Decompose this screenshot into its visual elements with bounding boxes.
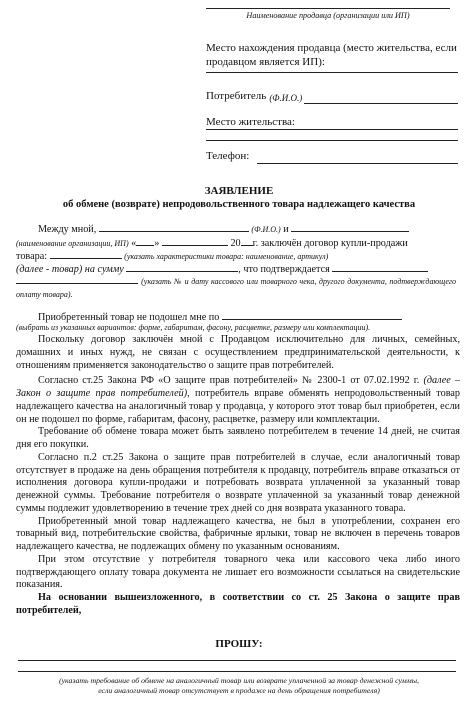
goods-hint: (указать характеристики товара: наименование, артикул) (124, 252, 329, 261)
request-line-2[interactable] (18, 671, 456, 672)
doc-subtitle: об обмене (возврате) непродовольственного товара надлежащего качества (62, 199, 416, 210)
and-text: и (283, 224, 289, 235)
doc-hint-block (16, 274, 456, 302)
quote-close: » (154, 238, 160, 249)
day-field[interactable] (136, 236, 154, 246)
residence-row (206, 116, 458, 130)
org-hint: (наименование организации, ИП) (16, 239, 129, 248)
residence-line-2[interactable] (206, 140, 458, 141)
quote-open: « (131, 238, 137, 249)
consumer-name-field[interactable] (304, 93, 458, 104)
p2-rest: , потребитель вправе обменять непродовольственный товар надлежащего качества на аналогичный товар у продавца, у которого этот товар был приобретен, если он не подошел по форме, габаритам, фасону, расцветке, размеру или комплектации. (16, 388, 461, 425)
confirm-text: , что подтверждается (238, 264, 330, 275)
p2-short: (далее – Закон о защите прав потребителей) (16, 375, 460, 399)
confirm-field[interactable] (332, 262, 428, 272)
fio-hint: (Ф.И.О.) (251, 225, 281, 234)
unfit-text: Приобретенный товар не подошел мне по (38, 312, 220, 323)
seller-address-label: Место нахождения продавца (место жительства, если продавцом является ИП): (206, 42, 457, 68)
receipt-field[interactable] (16, 274, 138, 284)
paragraph-2 (16, 375, 460, 426)
residence-label: Место жительства: (206, 116, 295, 128)
month-field[interactable] (162, 236, 228, 246)
paragraph-1: Поскольку договор заключён мной с Продавцом исключительно для личных, семейных, домашних и иных нужд, не связан с осуществлением предпринимательской деятельности, к отношениям применяется законодательство о защите прав потребителей. (16, 334, 460, 371)
goods-label: товара: (16, 251, 48, 262)
unfit-hint: (выбрать из указанных вариантов: форме, габаритам, фасону, расцветке, размеру или комплектации). (16, 323, 371, 332)
year-field[interactable] (241, 236, 253, 246)
consumer-hint: (Ф.И.О.) (269, 92, 303, 103)
contract-text: г. заключён договор купли-продажи (252, 238, 408, 249)
request-hint-1: (указать требование об обмене на аналогичный товар или возврате уплаченной за товар денежной суммы, (59, 676, 419, 685)
org-field[interactable] (291, 222, 409, 232)
consumer-label: Потребитель (206, 90, 267, 102)
sum-field[interactable] (126, 262, 238, 272)
p2-law: Согласно ст.25 Закона РФ «О защите прав потребителей» № 2300-1 от 07.02.1992 г. (38, 375, 420, 387)
parties-line (16, 222, 462, 237)
goods-field[interactable] (50, 249, 122, 259)
fio-field[interactable] (99, 222, 249, 232)
unfit-field[interactable] (222, 310, 402, 320)
sum-prefix: (далее - товар) на сумму (16, 264, 124, 275)
between-text: Между мной, (38, 224, 97, 235)
paragraph-5: Приобретенный мной товар надлежащего качества, не был в употреблении, сохранен его товарный вид, потребительские свойства, фабричные ярлыки, товар не включен в перечень товаров надлежащего качества, не подлежащих обмену по указанным основаниям. (16, 515, 460, 552)
paragraph-6: При этом отсутствие у потребителя товарного чека или кассового чека либо иного подтверждающего оплату товара документа не лишает его возможности ссылаться на свидетельские показания. (16, 553, 460, 591)
paragraph-3: Требование об обмене товара может быть заявлено потребителем в течение 14 дней, не считая дня его покупки. (16, 426, 460, 450)
phone-label: Телефон: (206, 150, 250, 162)
request-line-1[interactable] (18, 660, 456, 661)
paragraph-4: Согласно п.2 ст.25 Закона о защите прав потребителей в случае, если аналогичный товар отсутствует в продаже на день обращения потребителя к продавцу, потребитель вправе отказаться от исполнения договора купли-продажи и потребовать возврата уплаченной за указанный товар денежной суммы. Требование потребителя о возврате уплаченной за указанный товар денежной суммы подлежит удовлетворению в течение трех дней со дня возврата указанного товара. (16, 451, 460, 514)
request-title: ПРОШУ: (215, 638, 263, 650)
main-text (16, 334, 460, 618)
consumer-row (206, 90, 458, 104)
doc-title: ЗАЯВЛЕНИЕ (204, 185, 274, 197)
phone-field[interactable] (257, 153, 458, 164)
year-prefix: 20 (230, 238, 241, 249)
seller-name-line[interactable] (206, 8, 450, 9)
seller-name-caption: Наименование продавца (организации или ИП) (246, 11, 410, 20)
doc-hint: (указать № и дату кассового или товарного чека, другого документа, подтверждающего оплату товара). (16, 277, 457, 299)
paragraph-7: На основании вышеизложенного, в соответствии со ст. 25 Закона о защите прав потребителей, (16, 592, 460, 616)
phone-row (206, 150, 458, 164)
request-hint-2: если аналогичный товар отсутствует в продаже на день обращения потребителя) (98, 686, 380, 695)
seller-address-line[interactable] (206, 72, 458, 73)
residence-field[interactable] (297, 119, 458, 130)
